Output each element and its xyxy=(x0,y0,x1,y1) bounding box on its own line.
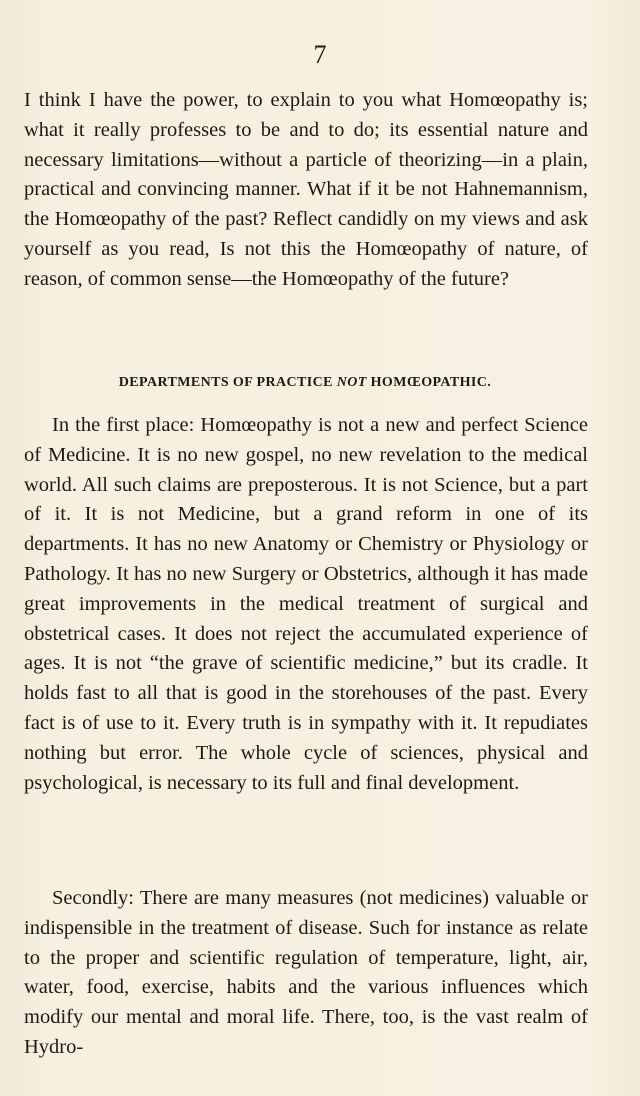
paragraph-text: In the first place: Homœopathy is not a new and perfect Science of Medicine. It is no new gospel, no new revelation to the medical world. All such claims are preposterous. It is not Science, but a part of it. It is not Medicine, but a grand reform in one of its departments. It has no new Anatomy or Chemistry or Physiology or Pathology. It has no new Surgery or Obstetrics, although it has made great improvements in the medical treatment of surgical and obstetrical cases. It does not reject the accumulated experience of ages. It is not “the grave of scientific medicine,” but its cradle. It holds fast to all that is good in the storehouses of the past. Every fact is of use to it. Every truth is in sympathy with it. It repudiates nothing but error. The whole cycle of sciences, physical and psychological, is necessary to its full and final development. xyxy=(24,414,588,794)
paragraph-text: Secondly: There are many measures (not medicines) valuable or indispensible in the treatment of disease. Such for instance as relate to the proper and scientific regulation of temperature, light, air, water, food, exercise, habits and the various influences which modify our mental and moral life. There, too, is the vast realm of Hydro- xyxy=(24,887,588,1058)
heading-emphasis: NOT xyxy=(336,375,367,390)
page-number: 7 xyxy=(313,40,327,69)
section-heading xyxy=(0,374,610,392)
paragraph-secondly xyxy=(24,884,588,1063)
heading-text-after: HOMŒOPATHIC. xyxy=(366,375,492,390)
paragraph-first-place xyxy=(24,411,588,798)
heading-text-before: DEPARTMENTS OF PRACTICE xyxy=(118,375,337,390)
paragraph-intro xyxy=(24,86,588,295)
paragraph-text: I think I have the power, to explain to you what Homœopathy is; what it really professes to be and to do; its essential nature and necessary limitations—without a particle of theorizing—in a plain, practical and convincing manner. What if it be not Hahnemannism, the Homœopathy of the past? Reflect candidly on my views and ask yourself as you read, Is not this the Homœopathy of nature, of reason, of common sense—the Homœopathy of the future? xyxy=(24,89,588,290)
